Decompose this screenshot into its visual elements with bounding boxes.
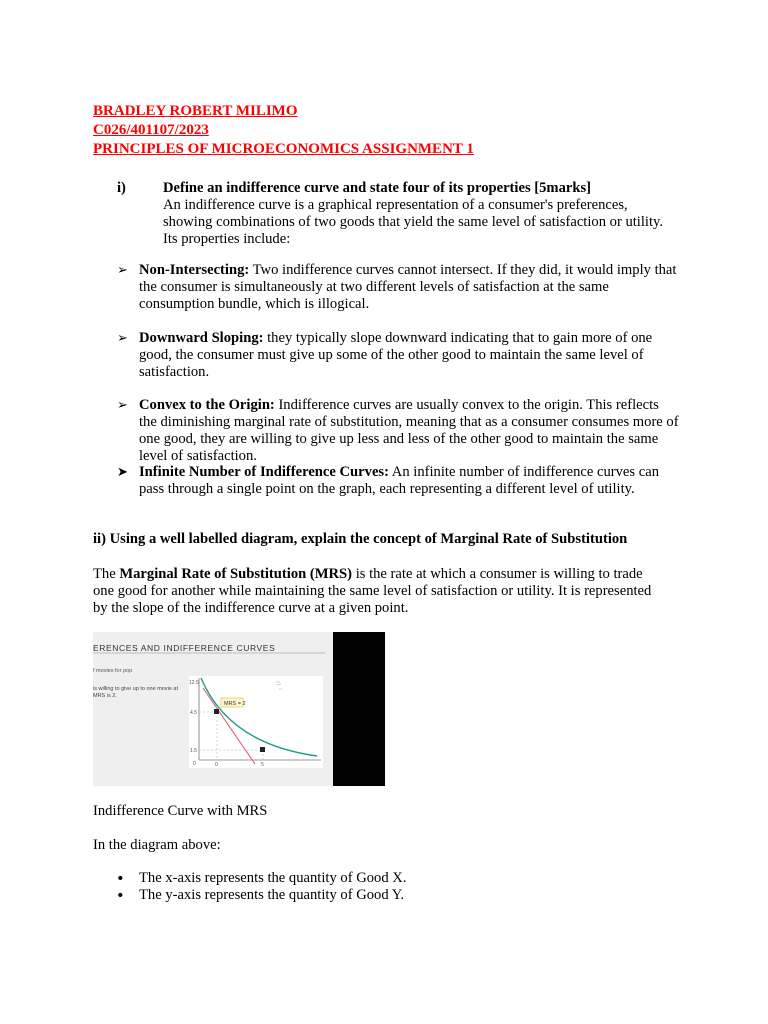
author-name: BRADLEY ROBERT MILIMO [93,103,298,119]
bullet-dot-icon: • [116,870,125,887]
x-tick-label: 5 [261,762,264,768]
figure-note: is willing to give up to one movie at MRS is 2. [93,686,178,699]
diagram-intro: In the diagram above: [93,837,221,853]
bundle-point [260,747,265,752]
arrow-bullet-icon: ➢ [117,263,128,278]
question-1-title: Define an indifference curve and state four of its properties [5marks] [163,180,592,196]
bundle-point [214,709,219,714]
property-text: An infinite number of indifference curves can pass through a single point on the graph, each representing a different level of utility. [139,464,659,497]
registration-number: C026/401107/2023 [93,122,209,138]
document-header [93,102,474,159]
question-1-number: i) [117,180,126,196]
question-1-answer: An indifference curve is a graphical representation of a consumer's preferences, showing combinations of two goods that yield the same level of satisfaction or utility. Its properties include: [163,197,664,247]
bullet-dot-icon: • [116,887,125,904]
figure-slide [93,632,333,786]
figure-subtitle: f movies for pop [93,668,133,674]
mrs-label: MRS = 2 [224,701,246,707]
property-term: Convex to the Origin: [139,397,275,413]
y-tick-label: 12.5 [189,680,199,686]
arrow-bullet-icon: ➢ [117,398,128,413]
y-tick-label: 4.5 [190,710,197,716]
y-tick-label: 0 [193,761,196,767]
document-page: BRADLEY ROBERT MILIMO C026/401107/2023 PRINCIPLES OF MICROECONOMICS ASSIGNMENT 1 i) Define an indifference curve and state four of its properties [5marks] An indifference curve is a graphical representation of a consumer's preferences, showing combinations of two goods that yield the same level of satisfaction or utility. Its properties include: ➢ Non-Intersecting: Two indifference curves cannot intersect. If they did, it would imply that the consumer is simultaneously at two different levels of satisfaction at the same consumption bundle, which is illogical. ➢ Downward Sloping: they typically slope downward indicating that to gain more of one good, the consumer must give up some of the other good to maintain the same level of satisfaction. ➢ Convex to the Origin: Indifference curves are usually convex to the origin. This reflects the diminishing marginal rate of substitution, meaning that as a consumer consumes more of one good, they are willing to give up less and less of the other good to maintain the same level of satisfaction. ➤ Infinite Number of Indifference Curves: An infinite number of indifference curves can pass through a single point on the graph, each representing a different level of utility. ii) Using a well labelled diagram, explain the concept of Marginal Rate of Substitution The Marginal Rate of Substitution (MRS) is the rate at which a consumer is willing to trade one good for another while maintaining the same level of satisfaction or utility. It is represented by the slope of the indifference curve at a given point. ERENCES AND INDIFFERENCE CURVES f movies for pop is willing to give up to one movie at MRS is 2. MRS = 2 12.5 4.5 1.5 0 0 5 Indifference Curve with MRS In the diagram above: • The x-axis represents the quantity of Good X. • The y-axis represents the quantity of Good Y. [0,0,768,1024]
mrs-term: Marginal Rate of Substitution (MRS) [119,566,353,582]
property-term: Downward Sloping: [139,330,264,346]
figure-caption: Indifference Curve with MRS [93,803,268,819]
y-tick-label: 1.5 [190,748,197,754]
property-text: they typically slope downward indicating that to gain more of one good, the consumer must give up some of the other good to maintain the same level of satisfaction. [139,330,653,380]
property-text: Indifference curves are usually convex to the origin. This reflects the diminishing marginal rate of substitution, meaning that as a consumer consumes more of one good, they are willing to give up less and less of the other good to maintain the same level of satisfaction. [139,397,679,464]
figure-title: ERENCES AND INDIFFERENCE CURVES [93,643,276,653]
x-tick-label: 0 [215,762,218,768]
question-2-title: ii) Using a well labelled diagram, explain the concept of Marginal Rate of Substitution [93,531,628,547]
property-text: Two indifference curves cannot intersect. If they did, it would imply that the consumer is simultaneously at two different levels of satisfaction at the same consumption bundle, which is illogical. [139,262,677,312]
figure-graph [93,632,333,786]
assignment-title: PRINCIPLES OF MICROECONOMICS ASSIGNMENT 1 [93,141,474,157]
property-term: Non-Intersecting: [139,262,250,278]
indifference-curve-image [93,632,385,786]
property-term: Infinite Number of Indifference Curves: [139,464,389,480]
mrs-definition: The Marginal Rate of Substitution (MRS) is the rate at which a consumer is willing to trade one good for another while maintaining the same level of satisfaction or utility. It is represented by the slope of the indifference curve at a given point. [93,566,652,616]
arrow-bullet-icon: ➢ [117,331,128,346]
arrow-bullet-icon: ➤ [117,465,128,480]
